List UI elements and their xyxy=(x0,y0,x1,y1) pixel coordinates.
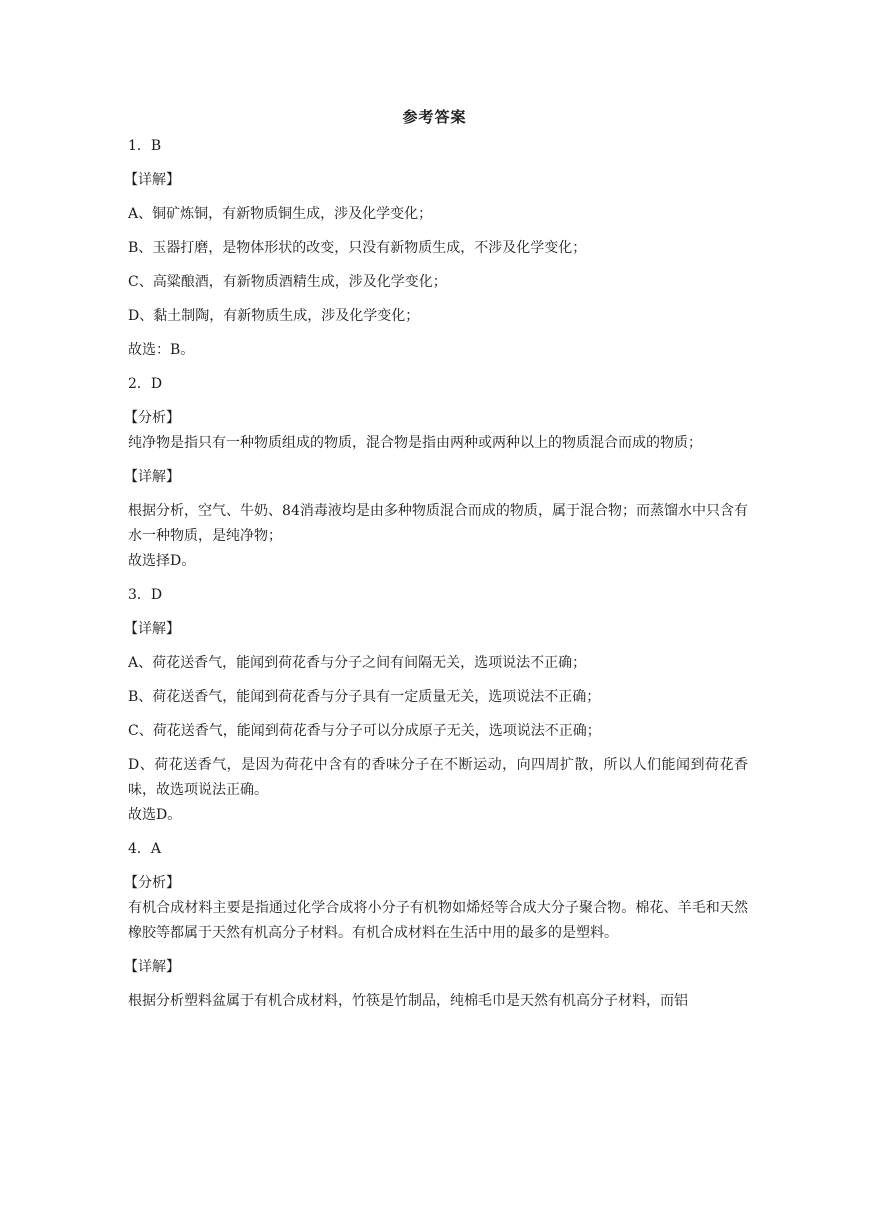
answer-line: 根据分析，空气、牛奶、84消毒液均是由多种物质混合而成的物质，属于混合物；而蒸馏水中只含有水一种物质，是纯净物； xyxy=(128,503,748,544)
answer-line: B、荷花送香气，能闻到荷花香与分子具有一定质量无关，选项说法不正确； xyxy=(128,689,601,705)
answer-line: 有机合成材料主要是指通过化学合成将小分子有机物如烯烃等合成大分子聚合物。棉花、羊毛和天然橡胶等都属于天然有机高分子材料。有机合成材料在生活中用的最多的是塑料。 xyxy=(128,900,748,941)
answer-line: B、玉器打磨，是物体形状的改变，只没有新物质生成，不涉及化学变化； xyxy=(128,240,587,256)
section-heading: 【分析】 xyxy=(124,410,180,426)
answer-line: C、高粱酿酒，有新物质酒精生成，涉及化学变化； xyxy=(128,274,447,290)
answer-line: D、荷花送香气，是因为荷花中含有的香味分子在不断运动，向四周扩散，所以人们能闻到荷花香味，故选项说法正确。 xyxy=(128,757,748,798)
answer-line: 3．D xyxy=(128,587,163,603)
answer-line: 4．A xyxy=(128,841,162,857)
section-heading: 【详解】 xyxy=(124,621,180,637)
answer-content xyxy=(124,134,748,1014)
section-heading: 【详解】 xyxy=(124,469,180,485)
answer-line: 1．B xyxy=(128,138,162,154)
page-title: 参考答案 xyxy=(402,108,467,126)
answer-line: 故选：B。 xyxy=(128,342,195,358)
answer-line: 2．D xyxy=(128,376,163,392)
answer-line: D、黏土制陶，有新物质生成，涉及化学变化； xyxy=(128,308,420,324)
answer-line: 纯净物是指只有一种物质组成的物质，混合物是指由两种或两种以上的物质混合而成的物质； xyxy=(128,435,702,451)
answer-line: A、铜矿炼铜，有新物质铜生成，涉及化学变化； xyxy=(128,206,433,222)
section-heading: 【分析】 xyxy=(124,875,180,891)
answer-line: A、荷花送香气，能闻到荷花香与分子之间有间隔无关，选项说法不正确； xyxy=(128,655,587,671)
answer-line: 故选D。 xyxy=(128,807,182,823)
answer-line: 根据分析塑料盆属于有机合成材料，竹筷是竹制品，纯棉毛巾是天然有机高分子材料，而铝 xyxy=(128,993,688,1009)
section-heading: 【详解】 xyxy=(124,959,180,975)
answer-line: 故选择D。 xyxy=(128,553,196,569)
answer-line: C、荷花送香气，能闻到荷花香与分子可以分成原子无关，选项说法不正确； xyxy=(128,723,601,739)
section-heading: 【详解】 xyxy=(124,172,180,188)
